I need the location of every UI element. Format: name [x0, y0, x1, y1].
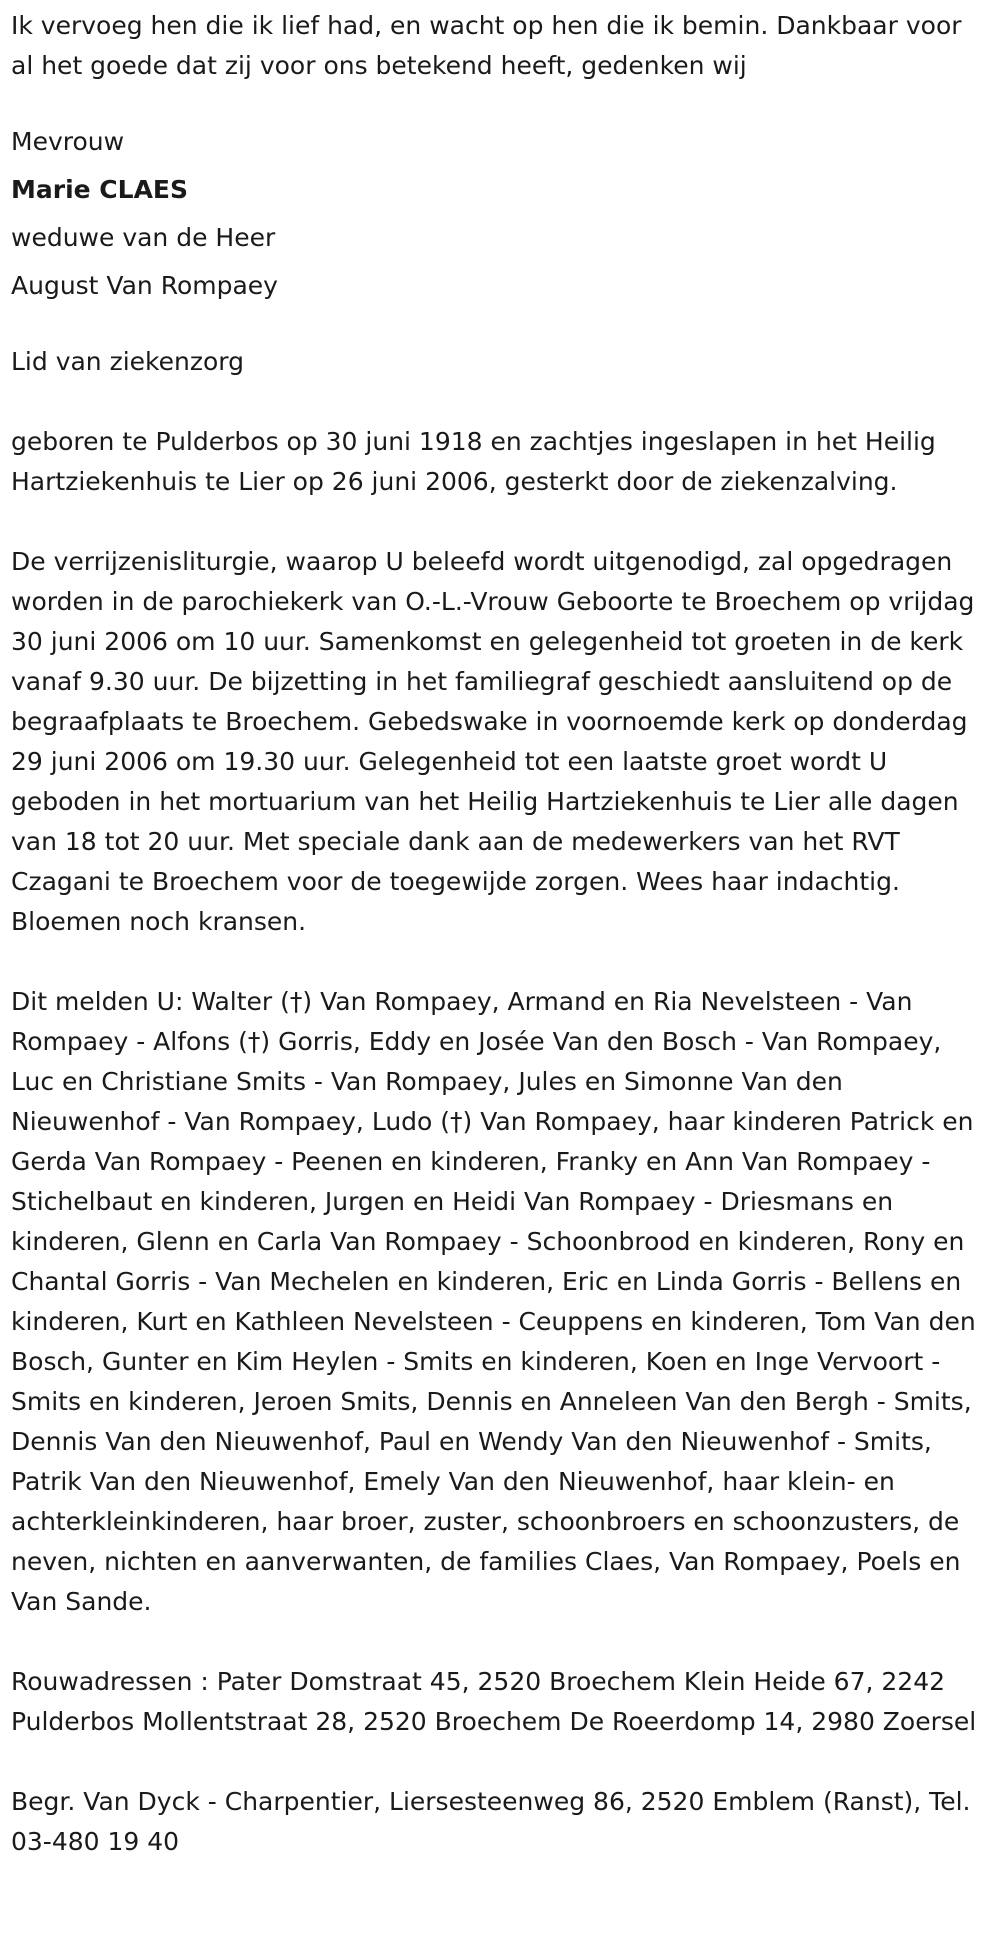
- salutation: Mevrouw: [11, 127, 125, 156]
- widow-of-text: weduwe van de Heer: [11, 223, 276, 252]
- funeral-home-text: Begr. Van Dyck - Charpentier, Liersesteenweg 86, 2520 Emblem (Ranst), Tel. 03-480 19 40: [11, 1787, 971, 1856]
- spacer: [11, 942, 988, 982]
- intro-text: Ik vervoeg hen die ik lief had, en wacht op hen die ik bemin. Dankbaar voor al het goede dat zij voor ons betekend heeft, gedenken wij: [11, 11, 962, 80]
- spacer: [11, 502, 988, 542]
- service-text: De verrijzenisliturgie, waarop U beleefd wordt uitgenodigd, zal opgedragen worden in de parochiekerk van O.-L.-Vrouw Geboorte te Broechem op vrijdag 30 juni 2006 om 10 uur. Samenkomst en gelegenheid tot groeten in de kerk vanaf 9.30 uur. De bijzetting in het familiegraf geschiedt aansluitend op de begraafplaats te Broechem. Gebedswake in voornoemde kerk op donderdag 29 juni 2006 om 19.30 uur. Gelegenheid tot een laatste groet wordt U geboden in het mortuarium van het Heilig Hartziekenhuis te Lier alle dagen van 18 tot 20 uur. Met speciale dank aan de medewerkers van het RVT Czagani te Broechem voor de toegewijde zorgen. Wees haar indachtig. Bloemen noch kransen.: [11, 547, 975, 936]
- spacer: [11, 382, 988, 422]
- addresses-text: Rouwadressen : Pater Domstraat 45, 2520 Broechem Klein Heide 67, 2242 Pulderbos Mollentstraat 28, 2520 Broechem De Roeerdomp 14, 2980 Zoersel: [11, 1667, 977, 1736]
- birth-death-text: geboren te Pulderbos op 30 juni 1918 en zachtjes ingeslapen in het Heilig Hartziekenhuis te Lier op 26 juni 2006, gesterkt door de ziekenzalving.: [11, 427, 936, 496]
- membership-text: Lid van ziekenzorg: [11, 347, 244, 376]
- spacer: [11, 310, 988, 342]
- spouse-name: August Van Rompaey: [11, 271, 278, 300]
- spacer: [11, 1742, 988, 1782]
- deceased-name: Marie CLAES: [11, 175, 189, 204]
- spacer: [11, 1622, 988, 1662]
- announced-by-text: Dit melden U: Walter (†) Van Rompaey, Armand en Ria Nevelsteen - Van Rompaey - Alfons (†) Gorris, Eddy en Josée Van den Bosch - Van Rompaey, Luc en Christiane Smits - Van Rompaey, Jules en Simonne Van den Nieuwenhof - Van Rompaey, Ludo (†) Van Rompaey, haar kinderen Patrick en Gerda Van Rompaey - Peenen en kinderen, Franky en Ann Van Rompaey - Stichelbaut en kinderen, Jurgen en Heidi Van Rompaey - Driesmans en kinderen, Glenn en Carla Van Rompaey - Schoonbrood en kinderen, Rony en Chantal Gorris - Van Mechelen en kinderen, Eric en Linda Gorris - Bellens en kinderen, Kurt en Kathleen Nevelsteen - Ceuppens en kinderen, Tom Van den Bosch, Gunter en Kim Heylen - Smits en kinderen, Koen en Inge Vervoort - Smits en kinderen, Jeroen Smits, Dennis en Anneleen Van den Bergh - Smits, Dennis Van den Nieuwenhof, Paul en Wendy Van den Nieuwenhof - Smits, Patrik Van den Nieuwenhof, Emely Van den Nieuwenhof, haar klein- en achterkleinkinderen, haar broer, zuster, schoonbroers en schoonzusters, de neven, nichten en aanverwanten, de families Claes, Van Rompaey, Poels en Van Sande.: [11, 987, 976, 1616]
- spacer: [11, 86, 988, 118]
